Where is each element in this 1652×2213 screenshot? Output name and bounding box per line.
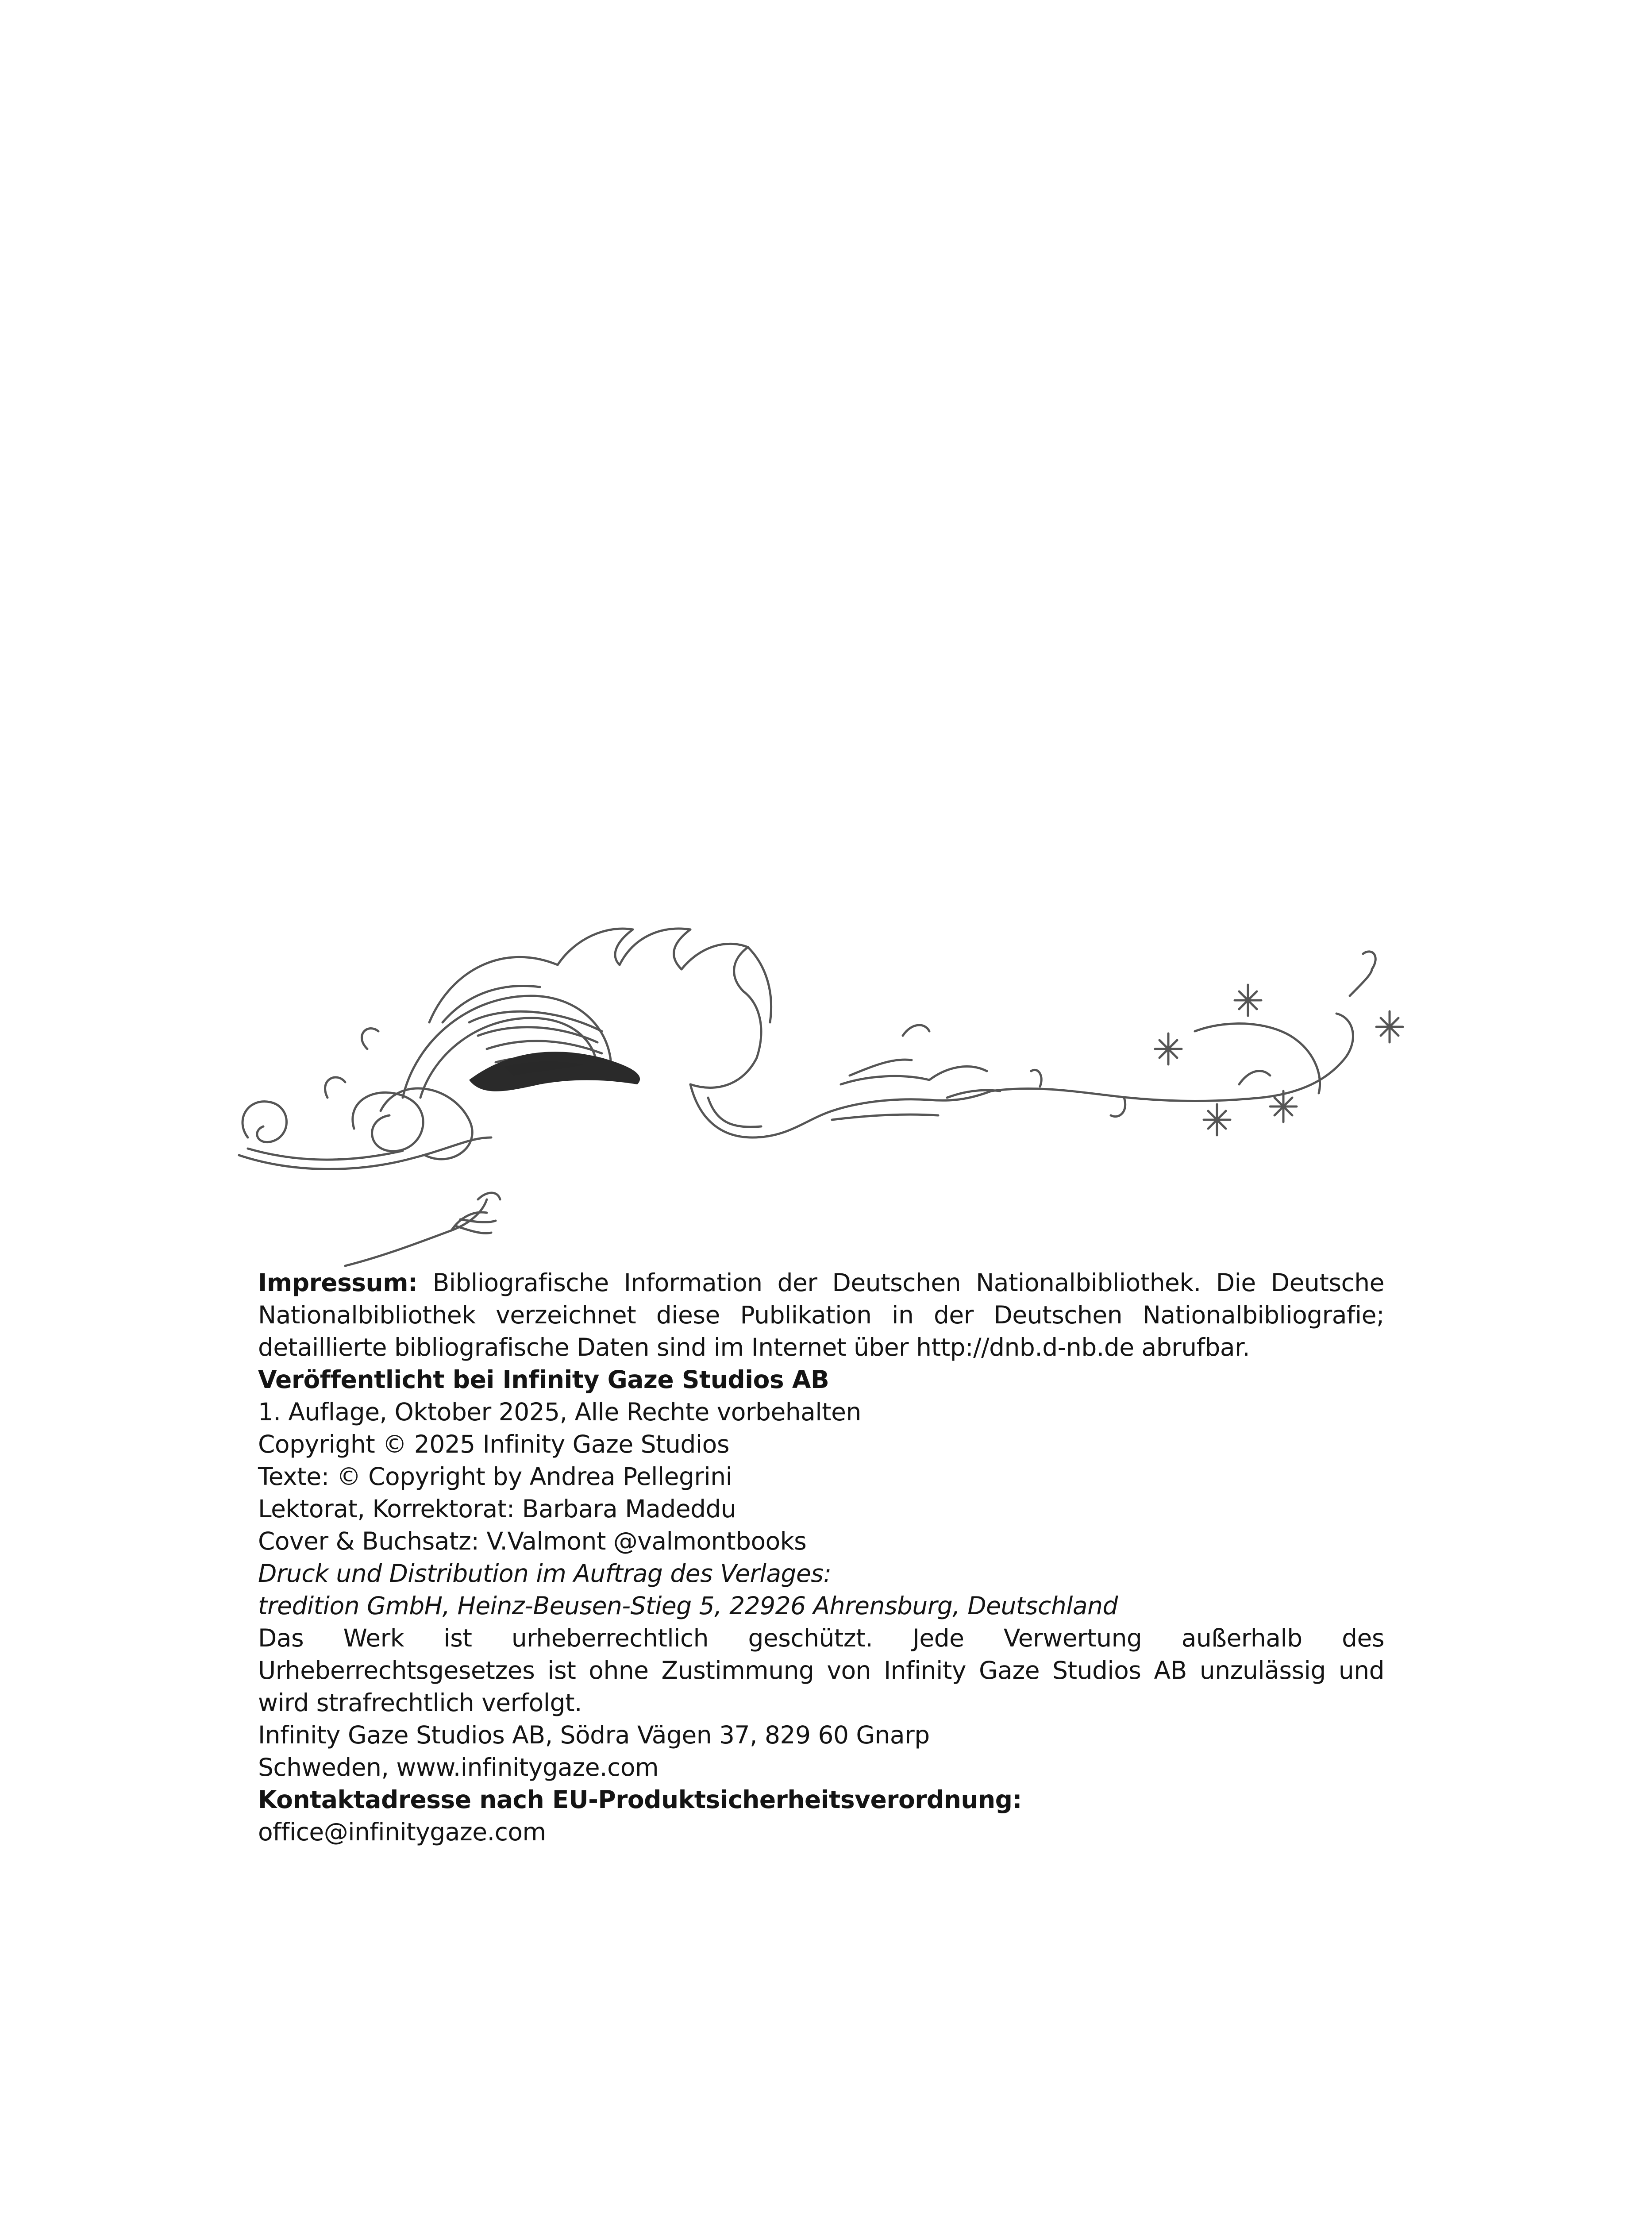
address-line: Infinity Gaze Studios AB, Södra Vägen 37, 829 60 Gnarp [258,1721,930,1749]
contact-heading: Kontaktadresse nach EU-Produktsicherheitsverordnung: [258,1785,1022,1814]
imprint-heading: Impressum: [258,1268,418,1297]
publisher-line: Veröffentlicht bei Infinity Gaze Studios AB [258,1365,829,1394]
dragon-vine-illustration [221,890,1443,1288]
imprint-block [258,1267,1384,1848]
bibliographic-info-text: Bibliografische Information der Deutschen Nationalbibliothek. Die Deutsche Nationalbibliothek verzeichnet diese Publikation in der Deutschen Nationalbibliografie; detaillierte bibliografische Daten sind im Internet über http://dnb.d-nb.de abrufbar. [258,1268,1384,1361]
cover-line: Cover & Buchsatz: V.Valmont @valmontbooks [258,1527,807,1555]
distribution-line-2: tredition GmbH, Heinz-Beusen-Stieg 5, 22926 Ahrensburg, Deutschland [258,1592,1118,1620]
texts-line: Texte: © Copyright by Andrea Pellegrini [258,1462,732,1491]
copyright-notice: Das Werk ist urheberrechtlich geschützt. Jede Verwertung außerhalb des Urheberrechtsgesetzes ist ohne Zustimmung von Infinity Gaze Studios AB unzulässig und wird strafrechtlich verfolgt. [258,1624,1384,1717]
dragon-vine-sketch-icon [221,890,1443,1288]
country-web-line: Schweden, www.infinitygaze.com [258,1753,659,1781]
editing-line: Lektorat, Korrektorat: Barbara Madeddu [258,1495,736,1523]
distribution-line-1: Druck und Distribution im Auftrag des Verlages: [258,1559,832,1588]
bibliographic-info-paragraph [258,1267,1384,1364]
copyright-line: Copyright © 2025 Infinity Gaze Studios [258,1430,729,1458]
contact-email: office@infinitygaze.com [258,1818,546,1846]
edition-line: 1. Auflage, Oktober 2025, Alle Rechte vorbehalten [258,1398,861,1426]
